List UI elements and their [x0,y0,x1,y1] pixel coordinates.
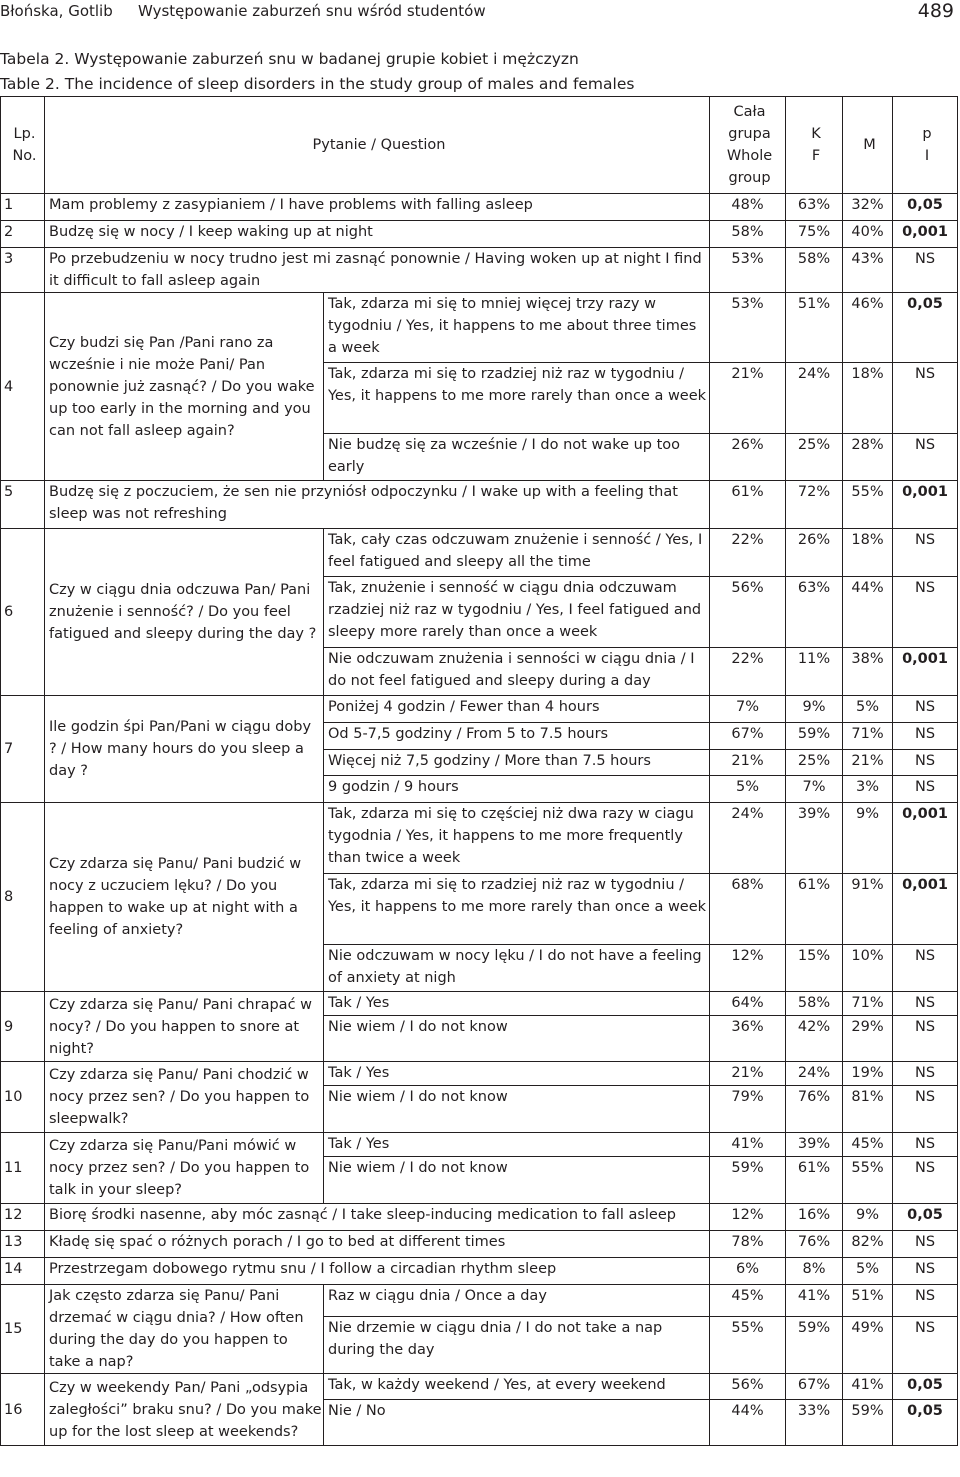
m-value: 9% [843,1204,893,1231]
p-value: 0,05 [893,1400,958,1446]
p-value: 0,05 [893,1204,958,1231]
m-value: 5% [843,1258,893,1285]
p-value: NS [893,363,958,434]
question-text: Czy zdarza się Panu/ Pani chrapać w nocy? / Do you happen to snore at night? [45,992,324,1062]
m-value: 82% [843,1231,893,1258]
table-row [1,221,958,248]
header-lp [1,97,45,194]
whole-group-value: 22% [710,529,786,577]
m-value: 81% [843,1086,893,1133]
k-value: 58% [786,992,843,1016]
p-value: 0,001 [893,874,958,945]
row-number: 12 [1,1204,45,1231]
row-number: 9 [1,992,45,1062]
row-number: 6 [1,529,45,696]
k-value: 51% [786,293,843,363]
question-text: Ile godzin śpi Pan/Pani w ciągu doby ? / How many hours do you sleep a day ? [45,696,324,803]
p-value: NS [893,1133,958,1157]
whole-group-value: 21% [710,1062,786,1086]
k-value: 67% [786,1374,843,1400]
m-value: 59% [843,1400,893,1446]
k-value: 39% [786,803,843,874]
whole-group-value: 55% [710,1317,786,1374]
answer-text: Nie / No [324,1400,710,1446]
k-value: 63% [786,194,843,221]
whole-group-value: 56% [710,577,786,648]
m-value: 10% [843,945,893,992]
p-value: NS [893,1086,958,1133]
p-value: NS [893,945,958,992]
question-text: Czy w ciągu dnia odczuwa Pan/ Pani znużenie i senność? / Do you feel fatigued and sleepy during the day ? [45,529,324,696]
k-value: 15% [786,945,843,992]
p-value: NS [893,1157,958,1204]
whole-group-value: 26% [710,434,786,481]
table-row [1,248,958,293]
row-number: 16 [1,1374,45,1446]
row-number: 2 [1,221,45,248]
whole-group-value: 61% [710,481,786,529]
question-text: Czy zdarza się Panu/ Pani chodzić w nocy przez sen? / Do you happen to sleepwalk? [45,1062,324,1133]
m-value: 32% [843,194,893,221]
question-text: Mam problemy z zasypianiem / I have problems with falling asleep [45,194,710,221]
m-value: 91% [843,874,893,945]
k-value: 33% [786,1400,843,1446]
p-value: 0,001 [893,481,958,529]
k-value: 76% [786,1231,843,1258]
table-row [1,293,958,363]
k-value: 41% [786,1285,843,1317]
question-text: Przestrzegam dobowego rytmu snu / I follow a circadian rhythm sleep [45,1258,710,1285]
k-value: 59% [786,1317,843,1374]
m-value: 71% [843,723,893,750]
answer-text: Raz w ciągu dnia / Once a day [324,1285,710,1317]
table-caption-polish: Tabela 2. Występowanie zaburzeń snu w badanej grupie kobiet i mężczyzn [0,50,579,68]
whole-group-value: 12% [710,1204,786,1231]
answer-text: Nie odczuwam znużenia i senności w ciągu dnia / I do not feel fatigued and sleepy during a day [324,648,710,696]
question-text: Czy zdarza się Panu/ Pani budzić w nocy z uczuciem lęku? / Do you happen to wake up at night with a feeling of anxiety? [45,803,324,992]
answer-text: Poniżej 4 godzin / Fewer than 4 hours [324,696,710,723]
whole-group-value: 41% [710,1133,786,1157]
answer-text: Tak, zdarza mi się to częściej niż dwa razy w ciagu tygodnia / Yes, it happens to me more frequently than twice a week [324,803,710,874]
p-value: NS [893,434,958,481]
p-value: NS [893,1258,958,1285]
header-line: No. [12,148,37,164]
whole-group-value: 45% [710,1285,786,1317]
whole-group-value: 22% [710,648,786,696]
answer-text: Tak, zdarza mi się to rzadziej niż raz w tygodniu / Yes, it happens to me more rarely than once a week [324,874,710,945]
p-value: NS [893,776,958,803]
header-k [786,97,843,194]
header-line: Cała [733,104,766,120]
table-row [1,803,958,874]
m-value: 40% [843,221,893,248]
m-value: 3% [843,776,893,803]
header-line: K [811,126,821,142]
row-number: 4 [1,293,45,481]
header-line: Whole [726,148,773,164]
p-value: NS [893,696,958,723]
table-row [1,1285,958,1317]
whole-group-value: 59% [710,1157,786,1204]
table-header-row [1,97,958,194]
whole-group-value: 7% [710,696,786,723]
answer-text: Nie wiem / I do not know [324,1016,710,1062]
row-number: 10 [1,1062,45,1133]
whole-group-value: 53% [710,293,786,363]
whole-group-value: 24% [710,803,786,874]
row-number: 14 [1,1258,45,1285]
m-value: 71% [843,992,893,1016]
m-value: 43% [843,248,893,293]
question-text: Budzę się z poczuciem, że sen nie przyniósł odpoczynku / I wake up with a feeling that sleep was not refreshing [45,481,710,529]
header-whole-group [710,97,786,194]
table-caption-english: Table 2. The incidence of sleep disorders in the study group of males and females [0,75,635,93]
question-text: Budzę się w nocy / I keep waking up at night [45,221,710,248]
answer-text: Nie wiem / I do not know [324,1157,710,1204]
row-number: 7 [1,696,45,803]
m-value: 21% [843,750,893,776]
whole-group-value: 79% [710,1086,786,1133]
table-row [1,194,958,221]
table-row [1,1133,958,1157]
question-text: Biorę środki nasenne, aby móc zasnąć / I take sleep-inducing medication to fall asleep [45,1204,710,1231]
question-text: Po przebudzeniu w nocy trudno jest mi zasnąć ponownie / Having woken up at night I find it difficult to fall asleep again [45,248,710,293]
m-value: 18% [843,529,893,577]
header-authors: Błońska, Gotlib [0,2,113,20]
header-line: group [728,170,771,186]
row-number: 5 [1,481,45,529]
p-value: 0,05 [893,1374,958,1400]
header-line: p [922,126,932,142]
header-p [893,97,958,194]
row-number: 15 [1,1285,45,1374]
m-value: 44% [843,577,893,648]
running-header [0,0,960,22]
table-row [1,1062,958,1086]
sleep-disorders-table [0,96,958,1446]
p-value: 0,001 [893,221,958,248]
k-value: 39% [786,1133,843,1157]
table-row [1,1204,958,1231]
k-value: 7% [786,776,843,803]
table-row [1,1231,958,1258]
question-text: Czy budzi się Pan /Pani rano za wcześnie i nie może Pani/ Pan ponownie już zasnąć? / Do you wake up too early in the morning and you can not fall asleep again? [45,293,324,481]
answer-text: Tak, zdarza mi się to rzadziej niż raz w tygodniu / Yes, it happens to me more rarely than once a week [324,363,710,434]
k-value: 61% [786,874,843,945]
answer-text: Tak / Yes [324,1133,710,1157]
p-value: NS [893,750,958,776]
header-line: Pytanie / Question [312,137,446,153]
answer-text: Nie wiem / I do not know [324,1086,710,1133]
whole-group-value: 48% [710,194,786,221]
row-number: 3 [1,248,45,293]
row-number: 1 [1,194,45,221]
p-value: NS [893,1285,958,1317]
whole-group-value: 53% [710,248,786,293]
whole-group-value: 64% [710,992,786,1016]
whole-group-value: 12% [710,945,786,992]
answer-text: Więcej niż 7,5 godziny / More than 7.5 hours [324,750,710,776]
table-body [1,194,958,1446]
m-value: 49% [843,1317,893,1374]
m-value: 29% [843,1016,893,1062]
table-row [1,481,958,529]
k-value: 72% [786,481,843,529]
whole-group-value: 44% [710,1400,786,1446]
m-value: 28% [843,434,893,481]
answer-text: Nie odczuwam w nocy lęku / I do not have a feeling of anxiety at nigh [324,945,710,992]
k-value: 42% [786,1016,843,1062]
answer-text: Tak / Yes [324,1062,710,1086]
answer-text: Tak, zdarza mi się to mniej więcej trzy razy w tygodniu / Yes, it happens to me about three times a week [324,293,710,363]
m-value: 41% [843,1374,893,1400]
whole-group-value: 6% [710,1258,786,1285]
k-value: 25% [786,434,843,481]
answer-text: 9 godzin / 9 hours [324,776,710,803]
m-value: 45% [843,1133,893,1157]
page-number: 489 [917,0,954,22]
whole-group-value: 5% [710,776,786,803]
answer-text: Od 5-7,5 godziny / From 5 to 7.5 hours [324,723,710,750]
k-value: 59% [786,723,843,750]
p-value: NS [893,1231,958,1258]
p-value: NS [893,1062,958,1086]
m-value: 9% [843,803,893,874]
question-text: Kładę się spać o różnych porach / I go to bed at different times [45,1231,710,1258]
answer-text: Tak, znużenie i senność w ciągu dnia odczuwam rzadziej niż raz w tygodniu / Yes, I feel fatigued and sleepy more rarely than once a week [324,577,710,648]
p-value: NS [893,577,958,648]
whole-group-value: 36% [710,1016,786,1062]
whole-group-value: 58% [710,221,786,248]
p-value: 0,05 [893,194,958,221]
m-value: 51% [843,1285,893,1317]
k-value: 9% [786,696,843,723]
whole-group-value: 21% [710,750,786,776]
whole-group-value: 21% [710,363,786,434]
header-line: Lp. [13,126,36,142]
p-value: NS [893,992,958,1016]
m-value: 46% [843,293,893,363]
m-value: 18% [843,363,893,434]
k-value: 24% [786,1062,843,1086]
answer-text: Tak / Yes [324,992,710,1016]
whole-group-value: 78% [710,1231,786,1258]
header-m [843,97,893,194]
header-line: F [811,148,821,164]
p-value: NS [893,529,958,577]
p-value: NS [893,248,958,293]
table-row [1,1374,958,1400]
table-row [1,696,958,723]
answer-text: Tak, w każdy weekend / Yes, at every weekend [324,1374,710,1400]
header-running-title: Występowanie zaburzeń snu wśród studentów [138,2,486,20]
p-value: NS [893,723,958,750]
row-number: 11 [1,1133,45,1204]
p-value: 0,001 [893,648,958,696]
p-value: 0,001 [893,803,958,874]
header-question [45,97,710,194]
k-value: 58% [786,248,843,293]
k-value: 75% [786,221,843,248]
k-value: 76% [786,1086,843,1133]
m-value: 55% [843,1157,893,1204]
k-value: 61% [786,1157,843,1204]
m-value: 38% [843,648,893,696]
header-line: grupa [728,126,771,142]
row-number: 13 [1,1231,45,1258]
answer-text: Nie budzę się za wcześnie / I do not wake up too early [324,434,710,481]
table-row [1,1258,958,1285]
m-value: 5% [843,696,893,723]
whole-group-value: 56% [710,1374,786,1400]
answer-text: Nie drzemie w ciągu dnia / I do not take a nap during the day [324,1317,710,1374]
header-line: M [863,137,876,153]
k-value: 26% [786,529,843,577]
k-value: 24% [786,363,843,434]
table-row [1,529,958,577]
k-value: 63% [786,577,843,648]
m-value: 55% [843,481,893,529]
question-text: Jak często zdarza się Panu/ Pani drzemać w ciągu dnia? / How often during the day do you happen to take a nap? [45,1285,324,1374]
question-text: Czy w weekendy Pan/ Pani „odsypia zaległości” braku snu? / Do you make up for the lost sleep at weekends? [45,1374,324,1446]
whole-group-value: 68% [710,874,786,945]
table-row [1,992,958,1016]
m-value: 19% [843,1062,893,1086]
p-value: NS [893,1317,958,1374]
row-number: 8 [1,803,45,992]
question-text: Czy zdarza się Panu/Pani mówić w nocy przez sen? / Do you happen to talk in your sleep? [45,1133,324,1204]
header-line: I [924,148,930,164]
k-value: 11% [786,648,843,696]
p-value: NS [893,1016,958,1062]
answer-text: Tak, cały czas odczuwam znużenie i senność / Yes, I feel fatigued and sleepy all the time [324,529,710,577]
p-value: 0,05 [893,293,958,363]
whole-group-value: 67% [710,723,786,750]
k-value: 16% [786,1204,843,1231]
k-value: 8% [786,1258,843,1285]
k-value: 25% [786,750,843,776]
